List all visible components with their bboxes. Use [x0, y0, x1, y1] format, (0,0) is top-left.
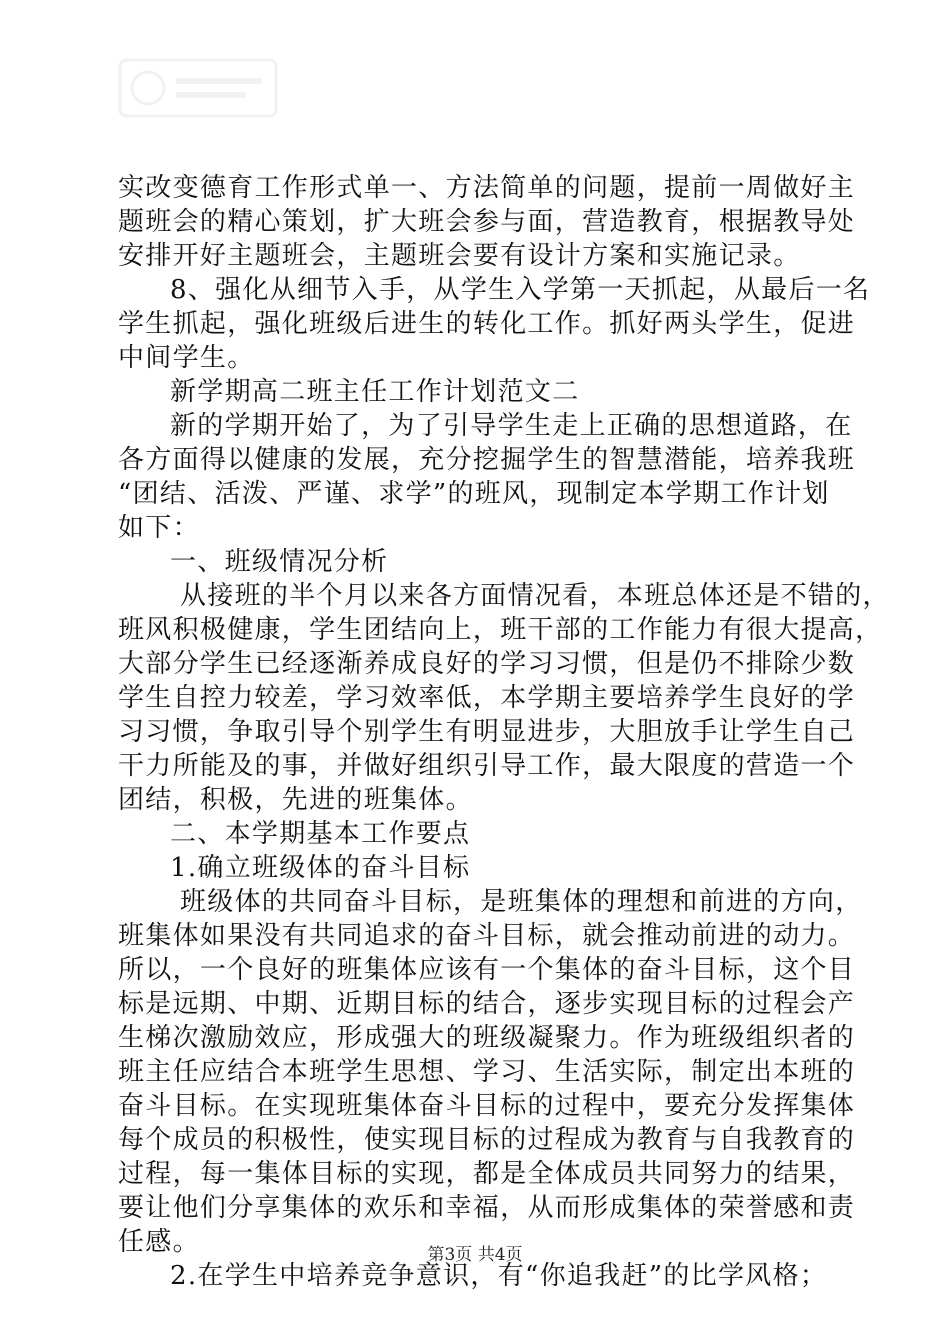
text-line: 各方面得以健康的发展，充分挖掘学生的智慧潜能，培养我班	[118, 445, 856, 475]
text-line: 标是远期、中期、近期目标的结合，逐步实现目标的过程会产	[118, 989, 856, 1019]
text-line: 每个成员的积极性，使实现目标的过程成为教育与自我教育的	[118, 1125, 856, 1155]
subsection-heading: 2.在学生中培养竞争意识，有“你追我赶”的比学风格；	[170, 1261, 828, 1291]
text-line: 8、强化从细节入手，从学生入学第一天抓起，从最后一名	[170, 275, 871, 305]
text-line: 从接班的半个月以来各方面情况看，本班总体还是不错的，	[180, 581, 890, 611]
document-body	[118, 171, 890, 1293]
text-line: 过程，每一集体目标的实现，都是全体成员共同努力的结果，	[118, 1159, 856, 1189]
text-line: “团结、活泼、严谨、求学”的班风，现制定本学期工作计划	[118, 479, 830, 509]
text-line: 中间学生。	[118, 343, 255, 373]
text-line: 团结，积极，先进的班集体。	[118, 785, 473, 815]
text-line: 大部分学生已经逐渐养成良好的学习习惯，但是仍不排除少数	[118, 649, 856, 679]
text-line: 题班会的精心策划，扩大班会参与面，营造教育，根据教导处	[118, 207, 856, 237]
section-heading: 一、班级情况分析	[170, 547, 389, 577]
page-number-footer: 第3页 共4页	[427, 1245, 523, 1265]
text-line: 班集体如果没有共同追求的奋斗目标，就会推动前进的动力。	[118, 921, 856, 951]
text-line: 奋斗目标。在实现班集体奋斗目标的过程中，要充分发挥集体	[118, 1091, 856, 1121]
watermark-logo	[118, 58, 278, 118]
text-line: 如下：	[118, 513, 200, 543]
text-line: 班主任应结合本班学生思想、学习、生活实际，制定出本班的	[118, 1057, 856, 1087]
text-line: 安排开好主题班会，主题班会要有设计方案和实施记录。	[118, 241, 801, 271]
text-line: 学生抓起，强化班级后进生的转化工作。抓好两头学生，促进	[118, 309, 856, 339]
section-heading: 新学期高二班主任工作计划范文二	[170, 377, 580, 407]
text-line: 任感。	[118, 1227, 200, 1257]
text-line: 干力所能及的事，并做好组织引导工作，最大限度的营造一个	[118, 751, 856, 781]
text-line: 实改变德育工作形式单一、方法简单的问题，提前一周做好主	[118, 173, 856, 203]
text-line: 习习惯，争取引导个别学生有明显进步，大胆放手让学生自己	[118, 717, 856, 747]
section-heading: 二、本学期基本工作要点	[170, 819, 471, 849]
text-line: 班风积极健康，学生团结向上，班干部的工作能力有很大提高，	[118, 615, 883, 645]
text-line: 学生自控力较差，学习效率低，本学期主要培养学生良好的学	[118, 683, 856, 713]
text-line: 生梯次激励效应，形成强大的班级凝聚力。作为班级组织者的	[118, 1023, 856, 1053]
text-line: 所以，一个良好的班集体应该有一个集体的奋斗目标，这个目	[118, 955, 856, 985]
text-line: 要让他们分享集体的欢乐和幸福，从而形成集体的荣誉感和责	[118, 1193, 856, 1223]
text-line: 新的学期开始了，为了引导学生走上正确的思想道路，在	[170, 411, 853, 441]
subsection-heading: 1.确立班级体的奋斗目标	[170, 853, 471, 883]
text-line: 班级体的共同奋斗目标，是班集体的理想和前进的方向，	[180, 887, 863, 917]
